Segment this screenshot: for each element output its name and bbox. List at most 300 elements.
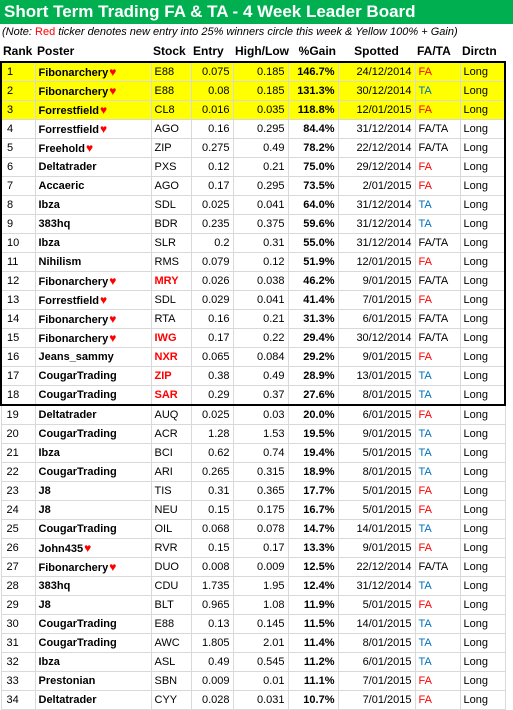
entry-cell-text: 0.38 [208, 370, 230, 382]
high-low-cell-text: 0.031 [256, 694, 285, 706]
direction-cell-text: Long [463, 523, 488, 535]
entry-cell [191, 558, 233, 577]
direction-cell [460, 329, 505, 348]
table-row [1, 691, 505, 710]
poster-cell [35, 196, 151, 215]
rank-cell [1, 196, 35, 215]
entry-cell [191, 253, 233, 272]
rank-cell-text: 23 [6, 485, 19, 497]
gain-cell [288, 196, 338, 215]
entry-cell-text: 1.735 [201, 580, 230, 592]
gain-cell-text: 11.2% [303, 656, 335, 668]
direction-cell [460, 234, 505, 253]
rank-cell-text: 9 [7, 218, 14, 230]
stock-cell-text: RTA [154, 313, 176, 325]
stock-cell-text: DUO [154, 561, 179, 573]
high-low-cell [233, 196, 288, 215]
table-row [1, 501, 505, 520]
direction-cell [460, 463, 505, 482]
direction-cell [460, 634, 505, 653]
direction-cell-text: Long [463, 466, 488, 478]
poster-cell-text: Deltatrader [38, 409, 97, 421]
high-low-cell [233, 367, 288, 386]
fa-ta-cell-text: TA [418, 580, 432, 592]
entry-cell [191, 634, 233, 653]
spotted-cell [338, 253, 415, 272]
fa-ta-cell [415, 291, 460, 310]
entry-cell [191, 425, 233, 444]
poster-cell [35, 405, 151, 425]
spotted-cell-text: 8/01/2015 [362, 389, 412, 401]
gain-cell-text: 16.7% [303, 504, 335, 516]
stock-cell-text: AWC [154, 637, 180, 649]
spotted-cell-text: 2/01/2015 [362, 180, 412, 192]
fa-ta-cell [415, 101, 460, 120]
poster-cell [35, 386, 151, 406]
gain-cell [288, 329, 338, 348]
high-low-cell-text: 0.22 [263, 332, 285, 344]
high-low-cell [233, 558, 288, 577]
stock-cell [151, 310, 191, 329]
stock-cell [151, 672, 191, 691]
high-low-cell [233, 596, 288, 615]
entry-cell-text: 0.12 [208, 161, 230, 173]
rank-cell-text: 21 [6, 447, 19, 459]
fa-ta-cell [415, 234, 460, 253]
high-low-cell [233, 386, 288, 406]
spotted-cell [338, 539, 415, 558]
table-row [1, 348, 505, 367]
entry-cell-text: 0.2 [214, 237, 230, 249]
entry-cell-text: 1.805 [201, 637, 230, 649]
fa-ta-cell [415, 463, 460, 482]
poster-cell [35, 539, 151, 558]
poster-cell-text: Forrestfield [38, 295, 100, 307]
direction-cell-text: Long [463, 409, 488, 421]
gain-cell-text: 51.9% [303, 256, 335, 268]
poster-cell-text: CougarTrading [38, 618, 117, 630]
high-low-cell [233, 501, 288, 520]
high-low-cell [233, 425, 288, 444]
high-low-cell-text: 0.12 [263, 256, 285, 268]
spotted-cell [338, 234, 415, 253]
entry-cell [191, 501, 233, 520]
fa-ta-cell [415, 253, 460, 272]
entry-cell [191, 520, 233, 539]
spotted-cell [338, 691, 415, 710]
entry-cell-text: 0.008 [201, 561, 230, 573]
spotted-cell [338, 196, 415, 215]
entry-cell-text: 0.13 [208, 618, 230, 630]
stock-cell [151, 577, 191, 596]
rank-cell-text: 3 [7, 104, 14, 116]
high-low-cell-text: 0.145 [256, 618, 285, 630]
direction-cell-text: Long [463, 66, 488, 78]
direction-cell [460, 444, 505, 463]
rank-cell [1, 463, 35, 482]
note-red-word: Red [35, 26, 56, 38]
poster-cell-text: Fibonarchery [38, 314, 109, 326]
entry-cell-text: 0.065 [201, 351, 230, 363]
poster-cell [35, 444, 151, 463]
spotted-cell-text: 14/01/2015 [356, 618, 412, 630]
gain-cell-text: 11.9% [303, 599, 335, 611]
direction-cell-text: Long [463, 561, 488, 573]
gain-cell [288, 82, 338, 101]
stock-cell-text: E88 [154, 66, 175, 78]
spotted-cell [338, 367, 415, 386]
high-low-cell [233, 482, 288, 501]
poster-cell-text: 383hq [38, 218, 71, 230]
fa-ta-cell [415, 405, 460, 425]
high-low-cell [233, 520, 288, 539]
entry-cell [191, 329, 233, 348]
spotted-cell [338, 520, 415, 539]
stock-cell-text: SDL [154, 199, 176, 211]
gain-cell-text: 118.8% [297, 104, 335, 116]
poster-cell-text: Ibza [38, 237, 60, 249]
entry-cell-text: 0.016 [201, 104, 230, 116]
spotted-cell-text: 22/12/2014 [356, 561, 412, 573]
stock-cell-text: CDU [154, 580, 179, 592]
poster-cell-text: Ibza [38, 656, 60, 668]
fa-ta-cell-text: FA [418, 351, 432, 363]
table-row [1, 539, 505, 558]
rank-cell-text: 1 [7, 66, 14, 78]
fa-ta-cell-text: FA [418, 161, 432, 173]
direction-cell [460, 501, 505, 520]
fa-ta-cell-text: FA/TA [418, 123, 449, 135]
fa-ta-cell [415, 615, 460, 634]
spotted-cell-text: 24/12/2014 [356, 66, 412, 78]
entry-cell-text: 0.15 [208, 504, 230, 516]
fa-ta-cell [415, 482, 460, 501]
entry-cell-text: 0.075 [201, 66, 230, 78]
spotted-cell [338, 120, 415, 139]
direction-cell [460, 425, 505, 444]
rank-cell-text: 16 [7, 351, 20, 363]
fa-ta-cell-text: TA [418, 447, 432, 459]
stock-cell-text: E88 [154, 85, 175, 97]
heart-icon: ♥ [85, 141, 94, 155]
heart-icon: ♥ [100, 293, 108, 307]
table-row [1, 672, 505, 691]
poster-cell-text: CougarTrading [38, 428, 117, 440]
direction-cell [460, 577, 505, 596]
col-header-rank: Rank [3, 44, 33, 58]
entry-cell [191, 405, 233, 425]
high-low-cell [233, 62, 288, 82]
gain-cell-text: 29.4% [303, 332, 335, 344]
high-low-cell [233, 234, 288, 253]
spotted-cell-text: 30/12/2014 [356, 85, 412, 97]
fa-ta-cell [415, 139, 460, 158]
poster-cell [35, 367, 151, 386]
entry-cell [191, 196, 233, 215]
note-text [0, 24, 513, 41]
heart-icon: ♥ [109, 560, 117, 574]
poster-cell [35, 425, 151, 444]
poster-cell-text: J8 [38, 485, 51, 497]
stock-cell-text: BDR [154, 218, 178, 230]
spotted-cell [338, 177, 415, 196]
entry-cell [191, 234, 233, 253]
rank-cell [1, 577, 35, 596]
entry-cell-text: 0.009 [201, 675, 230, 687]
spotted-cell [338, 444, 415, 463]
high-low-cell-text: 0.295 [256, 123, 285, 135]
direction-cell-text: Long [463, 218, 488, 230]
high-low-cell [233, 672, 288, 691]
direction-cell [460, 653, 505, 672]
stock-cell [151, 539, 191, 558]
spotted-cell [338, 82, 415, 101]
spotted-cell [338, 348, 415, 367]
high-low-cell-text: 0.01 [263, 675, 285, 687]
stock-cell-text: CYY [154, 694, 178, 706]
spotted-cell-text: 12/01/2015 [356, 256, 412, 268]
high-low-cell-text: 0.21 [263, 161, 285, 173]
entry-cell-text: 0.15 [208, 542, 230, 554]
table-row [1, 215, 505, 234]
spotted-cell [338, 215, 415, 234]
col-header-fata: FA/TA [417, 44, 451, 58]
stock-cell-text: ARI [154, 466, 173, 478]
rank-cell [1, 329, 35, 348]
heart-icon: ♥ [109, 312, 117, 326]
gain-cell [288, 139, 338, 158]
fa-ta-cell [415, 386, 460, 406]
gain-cell-text: 11.4% [303, 637, 335, 649]
gain-cell-text: 59.6% [303, 218, 335, 230]
direction-cell-text: Long [463, 637, 488, 649]
stock-cell [151, 444, 191, 463]
entry-cell [191, 691, 233, 710]
entry-cell-text: 0.31 [208, 485, 230, 497]
entry-cell-text: 0.025 [201, 199, 230, 211]
spotted-cell-text: 13/01/2015 [356, 370, 412, 382]
gain-cell-text: 146.7% [297, 66, 335, 78]
entry-cell [191, 577, 233, 596]
high-low-cell-text: 1.53 [263, 428, 285, 440]
table-row [1, 405, 505, 425]
direction-cell-text: Long [463, 447, 488, 459]
entry-cell [191, 482, 233, 501]
spotted-cell-text: 29/12/2014 [356, 161, 412, 173]
spotted-cell [338, 463, 415, 482]
rank-cell-text: 27 [6, 561, 19, 573]
gain-cell-text: 11.5% [303, 618, 335, 630]
spotted-cell-text: 7/01/2015 [362, 675, 412, 687]
fa-ta-cell-text: TA [418, 85, 432, 97]
rank-cell [1, 139, 35, 158]
poster-cell [35, 139, 151, 158]
spotted-cell-text: 31/12/2014 [356, 237, 412, 249]
fa-ta-cell [415, 272, 460, 291]
rank-cell-text: 31 [6, 637, 19, 649]
high-low-cell-text: 0.185 [256, 66, 285, 78]
fa-ta-cell-text: TA [418, 370, 432, 382]
high-low-cell [233, 310, 288, 329]
gain-cell-text: 73.5% [303, 180, 335, 192]
poster-cell [35, 177, 151, 196]
direction-cell-text: Long [463, 199, 488, 211]
stock-cell [151, 120, 191, 139]
poster-cell-text: Jeans_sammy [38, 351, 114, 363]
rank-cell [1, 158, 35, 177]
poster-cell-text: J8 [38, 599, 51, 611]
entry-cell [191, 463, 233, 482]
poster-cell-text: Forrestfield [38, 105, 100, 117]
entry-cell-text: 0.17 [208, 332, 230, 344]
stock-cell [151, 482, 191, 501]
table-row [1, 444, 505, 463]
fa-ta-cell-text: TA [418, 466, 432, 478]
spotted-cell [338, 139, 415, 158]
high-low-cell-text: 0.31 [263, 237, 285, 249]
direction-cell-text: Long [463, 275, 488, 287]
direction-cell-text: Long [463, 237, 488, 249]
table-row [1, 82, 505, 101]
poster-cell [35, 653, 151, 672]
entry-cell [191, 653, 233, 672]
gain-cell-text: 19.4% [303, 447, 335, 459]
fa-ta-cell-text: FA/TA [418, 561, 449, 573]
direction-cell [460, 120, 505, 139]
heart-icon: ♥ [109, 65, 117, 79]
direction-cell-text: Long [463, 351, 488, 363]
fa-ta-cell-text: FA [418, 675, 432, 687]
gain-cell-text: 29.2% [303, 351, 335, 363]
gain-cell-text: 20.0% [303, 409, 335, 421]
direction-cell [460, 520, 505, 539]
poster-cell-text: J8 [38, 504, 51, 516]
gain-cell [288, 596, 338, 615]
entry-cell-text: 0.235 [201, 218, 230, 230]
gain-cell [288, 615, 338, 634]
fa-ta-cell-text: FA [418, 599, 432, 611]
gain-cell [288, 463, 338, 482]
col-header-stock: Stock [153, 44, 186, 58]
rank-cell-text: 18 [7, 389, 20, 401]
direction-cell [460, 691, 505, 710]
stock-cell-text: BLT [154, 599, 174, 611]
stock-cell [151, 386, 191, 406]
stock-cell-text: TIS [154, 485, 172, 497]
direction-cell [460, 367, 505, 386]
high-low-cell [233, 82, 288, 101]
gain-cell [288, 253, 338, 272]
rank-cell [1, 558, 35, 577]
spotted-cell-text: 30/12/2014 [356, 332, 412, 344]
poster-cell [35, 310, 151, 329]
col-header-gain: %Gain [298, 44, 336, 58]
poster-cell-text: Deltatrader [38, 161, 97, 173]
poster-cell-text: Fibonarchery [38, 562, 109, 574]
rank-cell-text: 24 [6, 504, 19, 516]
entry-cell-text: 0.028 [201, 694, 230, 706]
gain-cell-text: 84.4% [303, 123, 335, 135]
fa-ta-cell-text: FA [418, 504, 432, 516]
spotted-cell-text: 9/01/2015 [362, 542, 412, 554]
table-row [1, 196, 505, 215]
high-low-cell-text: 0.21 [263, 313, 285, 325]
spotted-cell-text: 5/01/2015 [362, 447, 412, 459]
high-low-cell-text: 2.01 [263, 637, 285, 649]
stock-cell [151, 691, 191, 710]
gain-cell [288, 444, 338, 463]
table-row [1, 520, 505, 539]
poster-cell [35, 634, 151, 653]
direction-cell [460, 82, 505, 101]
stock-cell-text: ACR [154, 428, 178, 440]
rank-cell-text: 2 [7, 85, 14, 97]
high-low-cell-text: 0.295 [256, 180, 285, 192]
poster-cell-text: John435 [38, 543, 84, 555]
direction-cell [460, 272, 505, 291]
stock-cell-text: SLR [154, 237, 176, 249]
spotted-cell-text: 31/12/2014 [356, 580, 412, 592]
direction-cell-text: Long [463, 389, 488, 401]
fa-ta-cell-text: FA/TA [418, 332, 449, 344]
rank-cell-text: 33 [6, 675, 19, 687]
gain-cell [288, 215, 338, 234]
high-low-cell [233, 272, 288, 291]
entry-cell [191, 386, 233, 406]
table-row [1, 634, 505, 653]
direction-cell-text: Long [463, 142, 488, 154]
stock-cell [151, 101, 191, 120]
table-row [1, 425, 505, 444]
table-row [1, 120, 505, 139]
poster-cell [35, 291, 151, 310]
poster-cell-text: Fibonarchery [38, 276, 109, 288]
fa-ta-cell [415, 634, 460, 653]
rank-cell-text: 30 [6, 618, 19, 630]
gain-cell-text: 12.5% [303, 561, 335, 573]
gain-cell-text: 46.2% [303, 275, 335, 287]
entry-cell [191, 158, 233, 177]
stock-cell-text: OIL [154, 523, 173, 535]
rank-cell [1, 634, 35, 653]
poster-cell [35, 348, 151, 367]
high-low-cell [233, 120, 288, 139]
stock-cell [151, 139, 191, 158]
stock-cell [151, 158, 191, 177]
direction-cell [460, 558, 505, 577]
stock-cell-text: ZIP [154, 142, 172, 154]
poster-cell [35, 463, 151, 482]
poster-cell [35, 158, 151, 177]
table-row [1, 253, 505, 272]
entry-cell [191, 62, 233, 82]
gain-cell [288, 177, 338, 196]
spotted-cell [338, 482, 415, 501]
leaderboard-table [0, 41, 506, 710]
fa-ta-cell-text: FA [418, 66, 432, 78]
poster-cell [35, 82, 151, 101]
rank-cell [1, 215, 35, 234]
gain-cell [288, 501, 338, 520]
fa-ta-cell [415, 539, 460, 558]
high-low-cell [233, 577, 288, 596]
direction-cell-text: Long [463, 332, 488, 344]
direction-cell-text: Long [463, 85, 488, 97]
table-row [1, 558, 505, 577]
gain-cell [288, 691, 338, 710]
rank-cell [1, 386, 35, 406]
gain-cell [288, 520, 338, 539]
